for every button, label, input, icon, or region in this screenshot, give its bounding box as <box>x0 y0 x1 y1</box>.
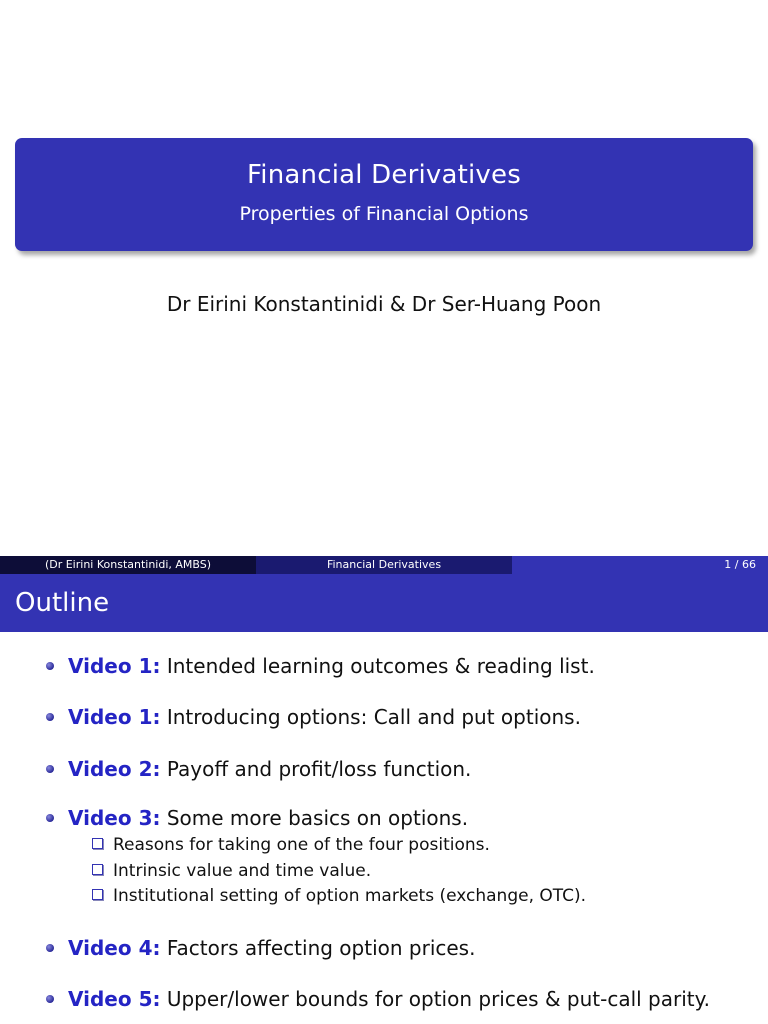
video-label: Video 3: <box>68 806 161 830</box>
outline-title: Outline <box>15 588 110 618</box>
video-label: Video 2: <box>68 757 161 781</box>
bullet-icon <box>46 765 54 773</box>
sub-list-item <box>92 886 586 906</box>
footer-title: Financial Derivatives <box>256 556 512 574</box>
item-text: Upper/lower bounds for option prices & put-call parity. <box>166 987 710 1011</box>
item-text: Introducing options: Call and put options. <box>166 705 581 729</box>
video-label: Video 4: <box>68 936 161 960</box>
bullet-icon <box>46 662 54 670</box>
sub-item-text: Institutional setting of option markets (exchange, OTC). <box>113 886 587 906</box>
list-item <box>46 705 581 729</box>
bullet-icon <box>46 814 54 822</box>
list-item <box>46 654 595 678</box>
item-text: Payoff and profit/loss function. <box>166 757 472 781</box>
sub-list-item <box>92 861 371 881</box>
list-item <box>46 757 471 781</box>
bullet-icon <box>46 995 54 1003</box>
sub-list-item <box>92 835 490 855</box>
video-label: Video 5: <box>68 987 161 1011</box>
footer-page-number: 1 / 66 <box>512 556 768 574</box>
authors: Dr Eirini Konstantinidi & Dr Ser-Huang Poon <box>166 292 602 316</box>
sub-item-text: Intrinsic value and time value. <box>113 861 372 881</box>
sub-item-text: Reasons for taking one of the four positions. <box>113 835 490 855</box>
video-label: Video 1: <box>68 654 161 678</box>
video-label: Video 1: <box>68 705 161 729</box>
item-text: Some more basics on options. <box>166 806 469 830</box>
list-item <box>46 936 475 960</box>
list-item <box>46 987 710 1011</box>
footer-bar <box>0 556 768 574</box>
list-item <box>46 806 468 830</box>
item-text: Intended learning outcomes & reading list. <box>166 654 595 678</box>
outline-header <box>0 574 768 632</box>
outline-list <box>0 632 768 1024</box>
item-text: Factors affecting option prices. <box>166 936 476 960</box>
checkbox-bullet-icon <box>92 889 103 900</box>
title-box <box>15 138 753 251</box>
footer-author: (Dr Eirini Konstantinidi, AMBS) <box>0 556 256 574</box>
bullet-icon <box>46 713 54 721</box>
slide-title: Financial Derivatives <box>247 160 521 190</box>
checkbox-bullet-icon <box>92 864 103 875</box>
slide-subtitle: Properties of Financial Options <box>239 203 529 225</box>
checkbox-bullet-icon <box>92 838 103 849</box>
bullet-icon <box>46 944 54 952</box>
